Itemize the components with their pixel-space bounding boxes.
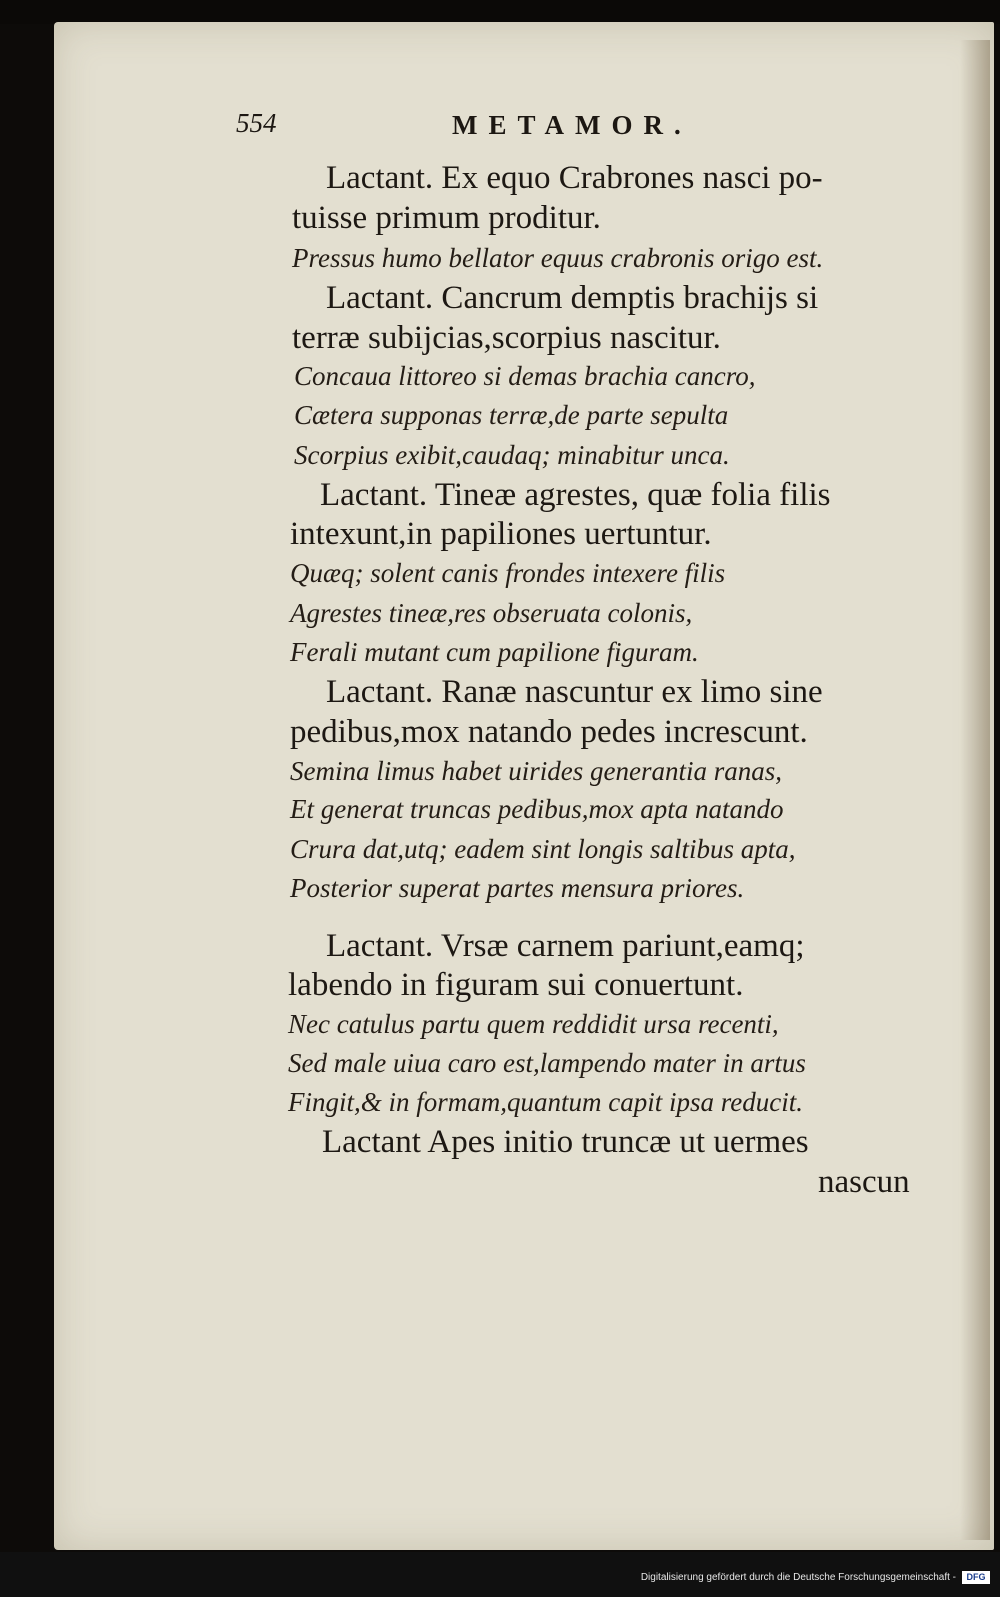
verse-line: Et generat truncas pedibus,mox apta natando xyxy=(290,794,784,824)
verse-line: Agrestes tineæ,res obseruata colonis, xyxy=(290,598,693,628)
text-line: Lactant. Cancrum demptis brachijs si xyxy=(326,280,819,316)
page-header xyxy=(0,108,1000,148)
scan-top-border xyxy=(0,0,1000,24)
text-line: terræ subijcias,scorpius nascitur. xyxy=(292,320,721,356)
text-line: pedibus,mox natando pedes increscunt. xyxy=(290,714,808,750)
verse-line: Semina limus habet uirides generantia ranas, xyxy=(290,756,782,786)
verse-line: Nec catulus partu quem reddidit ursa recenti, xyxy=(288,1009,779,1039)
text-line: Lactant. Ex equo Crabrones nasci po- xyxy=(326,160,823,196)
verse-line: Concaua littoreo si demas brachia cancro, xyxy=(294,361,756,391)
page-edge-shadow xyxy=(960,40,990,1540)
funding-credit: Digitalisierung gefördert durch die Deutsche Forschungsgemeinschaft - xyxy=(640,1572,956,1583)
text-line: Lactant. Ranæ nascuntur ex limo sine xyxy=(326,674,823,710)
verse-line: Crura dat,utq; eadem sint longis saltibus apta, xyxy=(290,834,796,864)
text-line: tuisse primum proditur. xyxy=(292,200,601,236)
verse-line: Ferali mutant cum papilione figuram. xyxy=(290,637,699,667)
text-line: Lactant. Tineæ agrestes, quæ folia filis xyxy=(320,477,831,513)
catchword: nascun xyxy=(818,1164,910,1200)
page-number: 554 xyxy=(236,108,277,138)
verse-line: Posterior superat partes mensura priores. xyxy=(290,873,745,903)
text-line: intexunt,in papiliones uertuntur. xyxy=(290,516,712,552)
verse-line: Scorpius exibit,caudaq; minabitur unca. xyxy=(294,440,730,470)
text-line: Lactant. Vrsæ carnem pariunt,eamq; xyxy=(326,928,805,964)
text-line: Lactant Apes initio truncæ ut uermes xyxy=(322,1124,809,1160)
verse-line: Fingit,& in formam,quantum capit ipsa reducit. xyxy=(288,1087,803,1117)
dfg-logo: DFG xyxy=(962,1571,990,1584)
verse-line: Sed male uiua caro est,lampendo mater in artus xyxy=(288,1048,806,1078)
verse-line: Cætera supponas terræ,de parte sepulta xyxy=(294,400,729,430)
verse-line: Quæq; solent canis frondes intexere filis xyxy=(290,558,726,588)
running-head: METAMOR. xyxy=(452,110,692,140)
text-line: labendo in figuram sui conuertunt. xyxy=(288,967,744,1003)
verse-line: Pressus humo bellator equus crabronis origo est. xyxy=(292,243,824,273)
